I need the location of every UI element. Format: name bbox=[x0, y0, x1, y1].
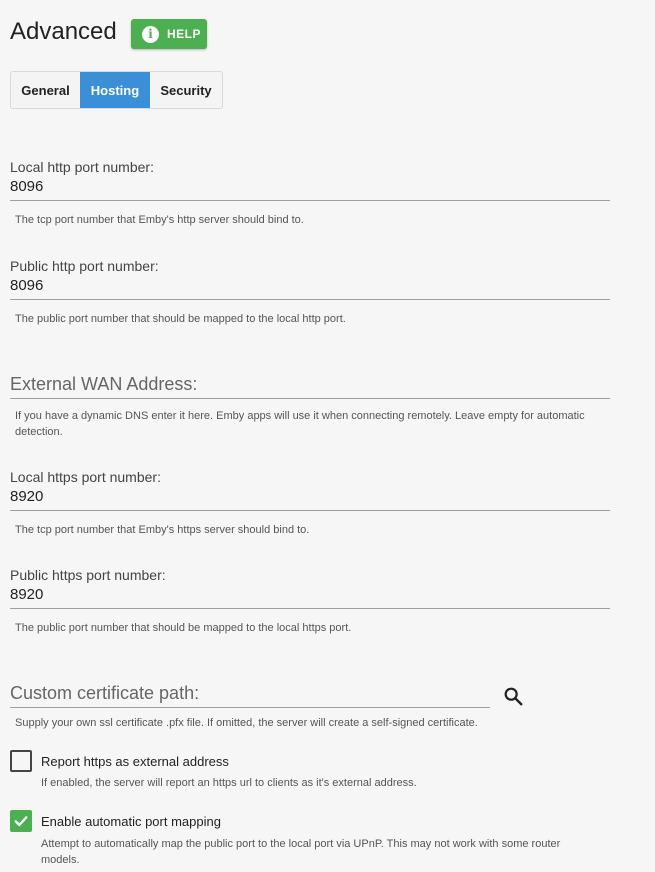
search-icon bbox=[502, 685, 524, 707]
wan-address-field bbox=[10, 374, 610, 399]
local-http-port-field bbox=[10, 159, 610, 201]
checkmark-icon bbox=[13, 813, 29, 829]
report-https-label[interactable]: Report https as external address bbox=[41, 753, 229, 769]
public-http-port-description: The public port number that should be mapped to the local http port. bbox=[15, 313, 346, 325]
local-http-port-description: The tcp port number that Emby's http server should bind to. bbox=[15, 214, 304, 226]
wan-address-description: If you have a dynamic DNS enter it here. Emby apps will use it when connecting remotely. Leave empty for automatic detection. bbox=[15, 410, 585, 438]
tab-bar bbox=[10, 71, 223, 109]
info-icon: i bbox=[142, 26, 159, 43]
upnp-description: Attempt to automatically map the public port to the local port via UPnP. This may not work with some router models. bbox=[41, 838, 561, 866]
tab-security[interactable]: Security bbox=[160, 82, 212, 98]
public-https-port-input[interactable]: 8920 bbox=[10, 586, 610, 609]
browse-certificate-button[interactable] bbox=[500, 683, 526, 709]
report-https-checkbox[interactable] bbox=[10, 750, 32, 772]
public-https-port-label: Public https port number: bbox=[10, 567, 166, 583]
upnp-label[interactable]: Enable automatic port mapping bbox=[41, 813, 221, 829]
report-https-row bbox=[10, 750, 229, 772]
public-https-port-description: The public port number that should be mapped to the local https port. bbox=[15, 622, 352, 634]
certificate-path-input[interactable]: Custom certificate path: bbox=[10, 683, 490, 708]
public-https-port-field bbox=[10, 567, 610, 609]
tab-hosting[interactable]: Hosting bbox=[80, 72, 150, 108]
local-http-port-label: Local http port number: bbox=[10, 159, 154, 175]
help-button[interactable] bbox=[131, 19, 207, 49]
upnp-checkbox[interactable] bbox=[10, 810, 32, 832]
help-label: HELP bbox=[167, 27, 202, 41]
page-title: Advanced bbox=[10, 18, 117, 45]
local-https-port-input[interactable]: 8920 bbox=[10, 488, 610, 511]
public-http-port-field bbox=[10, 258, 610, 300]
tab-general[interactable]: General bbox=[21, 82, 70, 98]
certificate-path-description: Supply your own ssl certificate .pfx file. If omitted, the server will create a self-signed certificate. bbox=[15, 717, 478, 729]
local-http-port-input[interactable]: 8096 bbox=[10, 178, 610, 201]
local-https-port-label: Local https port number: bbox=[10, 469, 161, 485]
wan-address-input[interactable]: External WAN Address: bbox=[10, 374, 610, 399]
report-https-description: If enabled, the server will report an https url to clients as it's external address. bbox=[41, 777, 417, 789]
public-http-port-input[interactable]: 8096 bbox=[10, 277, 610, 300]
public-http-port-label: Public http port number: bbox=[10, 258, 159, 274]
local-https-port-description: The tcp port number that Emby's https server should bind to. bbox=[15, 524, 310, 536]
local-https-port-field bbox=[10, 469, 610, 511]
certificate-path-field bbox=[10, 683, 530, 708]
upnp-row bbox=[10, 810, 221, 832]
